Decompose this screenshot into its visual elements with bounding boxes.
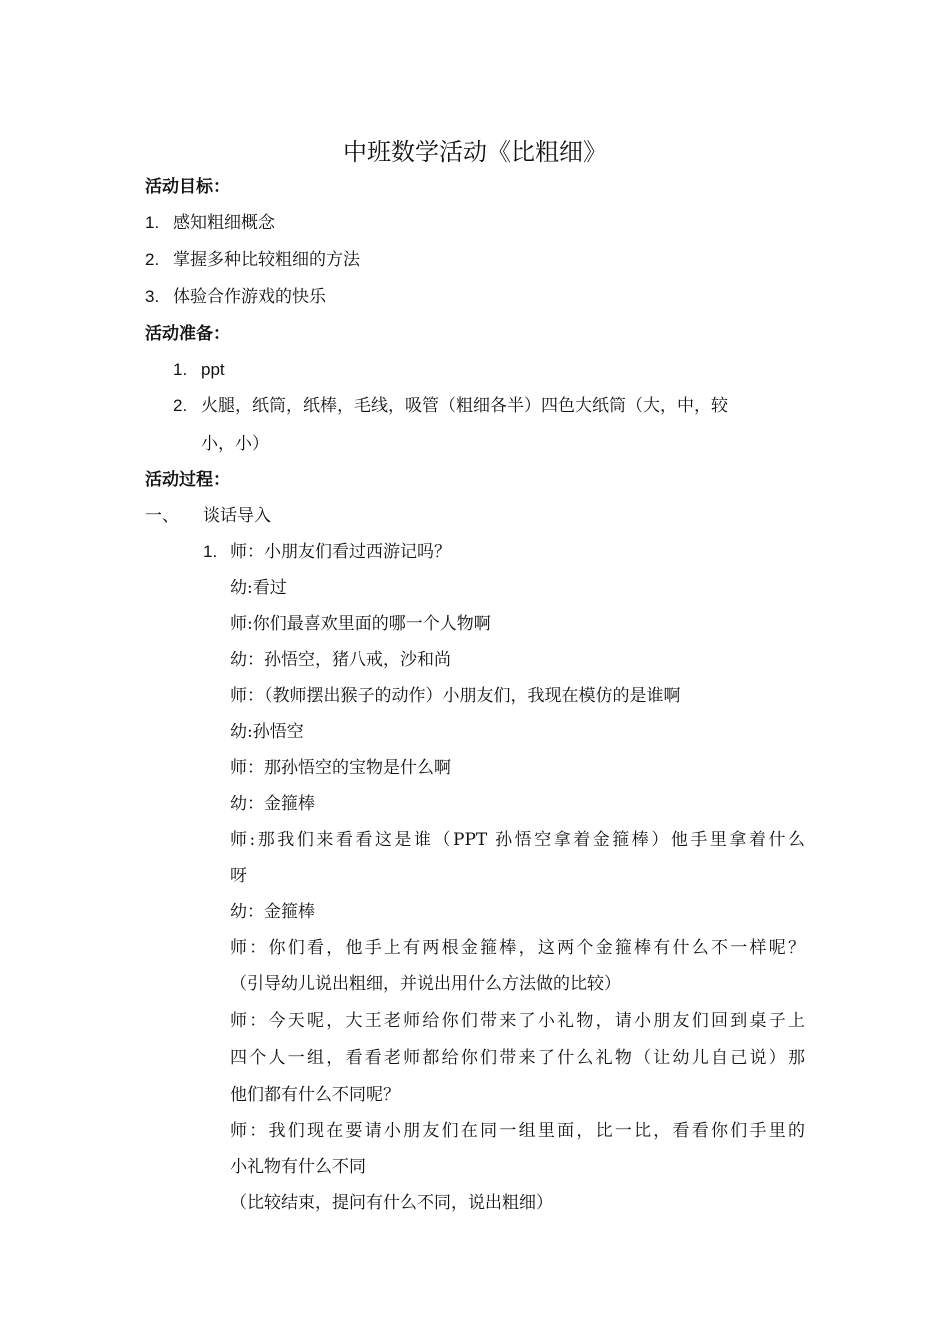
dialogue-line: 师：（教师摆出猴子的动作）小朋友们，我现在模仿的是谁啊 bbox=[230, 686, 681, 706]
dialogue-line: （引导幼儿说出粗细，并说出用什么方法做的比较） bbox=[230, 974, 621, 994]
dialogue-line: 师：你们看，他手上有两根金箍棒，这两个金箍棒有什么不一样呢？ bbox=[230, 938, 805, 958]
step-text: 师：小朋友们看过西游记吗？ bbox=[230, 542, 451, 562]
prep-heading: 活动准备： bbox=[145, 324, 230, 344]
dialogue-line: 小礼物有什么不同 bbox=[230, 1157, 366, 1177]
dialogue-line: 师:你们最喜欢里面的哪一个人物啊 bbox=[230, 614, 491, 634]
dialogue-line: 师:那我们来看看这是谁（PPT 孙悟空拿着金箍棒）他手里拿着什么 bbox=[230, 830, 805, 850]
dialogue-line: 他们都有什么不同呢？ bbox=[230, 1085, 400, 1105]
dialogue-line: 师：今天呢，大王老师给你们带来了小礼物，请小朋友们回到桌子上 bbox=[230, 1011, 805, 1031]
dialogue-line: （比较结束，提问有什么不同，说出粗细） bbox=[230, 1193, 553, 1213]
page-title: 中班数学活动《比粗细》 bbox=[343, 138, 607, 166]
step-one bbox=[203, 534, 451, 570]
goal-number: 1. bbox=[145, 213, 160, 232]
prep-item-1 bbox=[173, 352, 225, 388]
prep-text: ppt bbox=[201, 360, 225, 379]
section-number: 一、 bbox=[145, 506, 179, 526]
dialogue-line: 师：我们现在要请小朋友们在同一组里面，比一比，看看你们手里的 bbox=[230, 1121, 805, 1141]
dialogue-line: 幼：孙悟空，猪八戒，沙和尚 bbox=[230, 650, 451, 670]
dialogue-line: 幼：金箍棒 bbox=[230, 902, 315, 922]
prep-text-line1: 火腿，纸筒，纸棒，毛线，吸管（粗细各半）四色大纸筒（大，中，较 bbox=[201, 396, 728, 416]
dialogue-line: 幼:孙悟空 bbox=[230, 722, 304, 742]
goal-text: 掌握多种比较粗细的方法 bbox=[173, 250, 360, 270]
dialogue-line: 幼:看过 bbox=[230, 578, 287, 598]
goal-item-1 bbox=[145, 205, 275, 241]
dialogue-line: 师：那孙悟空的宝物是什么啊 bbox=[230, 758, 451, 778]
section-one bbox=[145, 498, 271, 534]
goal-number: 3. bbox=[145, 287, 160, 306]
prep-number: 1. bbox=[173, 360, 188, 379]
goal-number: 2. bbox=[145, 250, 160, 269]
prep-number: 2. bbox=[173, 396, 188, 415]
goal-text: 感知粗细概念 bbox=[173, 213, 275, 233]
prep-item-2 bbox=[173, 388, 805, 424]
step-number: 1. bbox=[203, 542, 218, 561]
dialogue-line: 四个人一组，看看老师都给你们带来了什么礼物（让幼儿自己说）那 bbox=[230, 1048, 805, 1068]
goals-heading: 活动目标： bbox=[145, 177, 230, 197]
goal-item-2 bbox=[145, 242, 360, 278]
dialogue-line: 幼：金箍棒 bbox=[230, 794, 315, 814]
goal-item-3 bbox=[145, 279, 326, 315]
goal-text: 体验合作游戏的快乐 bbox=[173, 287, 326, 307]
dialogue-line: 呀 bbox=[230, 866, 247, 886]
prep-item-2-continued: 小，小） bbox=[201, 434, 269, 454]
section-title: 谈话导入 bbox=[203, 506, 271, 526]
process-heading: 活动过程： bbox=[145, 470, 230, 490]
